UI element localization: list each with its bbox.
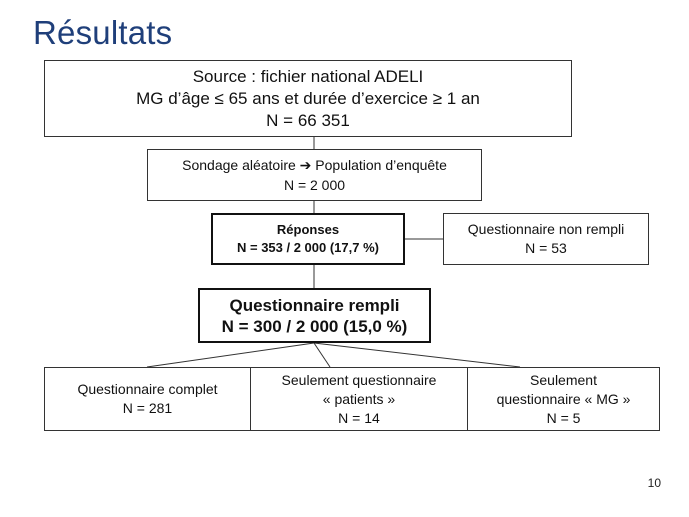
non-rempli-count: N = 53 [525,240,567,256]
reponses-label: Réponses [276,222,340,237]
mg-line-2: questionnaire « MG » [496,390,631,407]
complet-label: Questionnaire complet [77,381,218,397]
source-line-1: Source : fichier national ADELI [192,66,424,86]
right-arrow-icon: ➔ [299,157,312,173]
patients-line-2: « patients » [322,390,396,407]
sondage-box [147,149,482,201]
rempli-count: N = 300 / 2 000 (15,0 %) [221,316,408,336]
mg-line-1: Seulement [530,371,597,388]
page-number: 10 [647,476,661,490]
rempli-label: Questionnaire rempli [229,295,400,315]
non-rempli-box [443,213,649,265]
sondage-label [182,155,447,175]
patients-line-1: Seulement questionnaire [281,371,437,388]
slide-title: Résultats [33,14,173,51]
complet-box [44,367,251,431]
sondage-text-after: Population d’enquête [311,157,447,173]
reponses-box [211,213,405,265]
sondage-text-before: Sondage aléatoire [182,157,300,173]
non-rempli-label: Questionnaire non rempli [467,221,625,237]
source-line-2: MG d’âge ≤ 65 ans et durée d’exercice ≥ 1 an [136,88,480,108]
complet-count: N = 281 [122,400,173,416]
sondage-count: N = 2 000 [283,177,346,193]
reponses-count: N = 353 / 2 000 (17,7 %) [236,240,379,255]
patients-box [250,367,468,431]
rempli-box [198,288,431,343]
connector-rempli-mg [314,343,520,367]
mg-box [467,367,660,431]
mg-count: N = 5 [546,409,581,426]
connector-rempli-patients [314,343,330,367]
connector-rempli-complet [147,343,314,367]
source-count: N = 66 351 [266,110,350,130]
source-box [44,60,572,137]
patients-count: N = 14 [338,409,380,426]
